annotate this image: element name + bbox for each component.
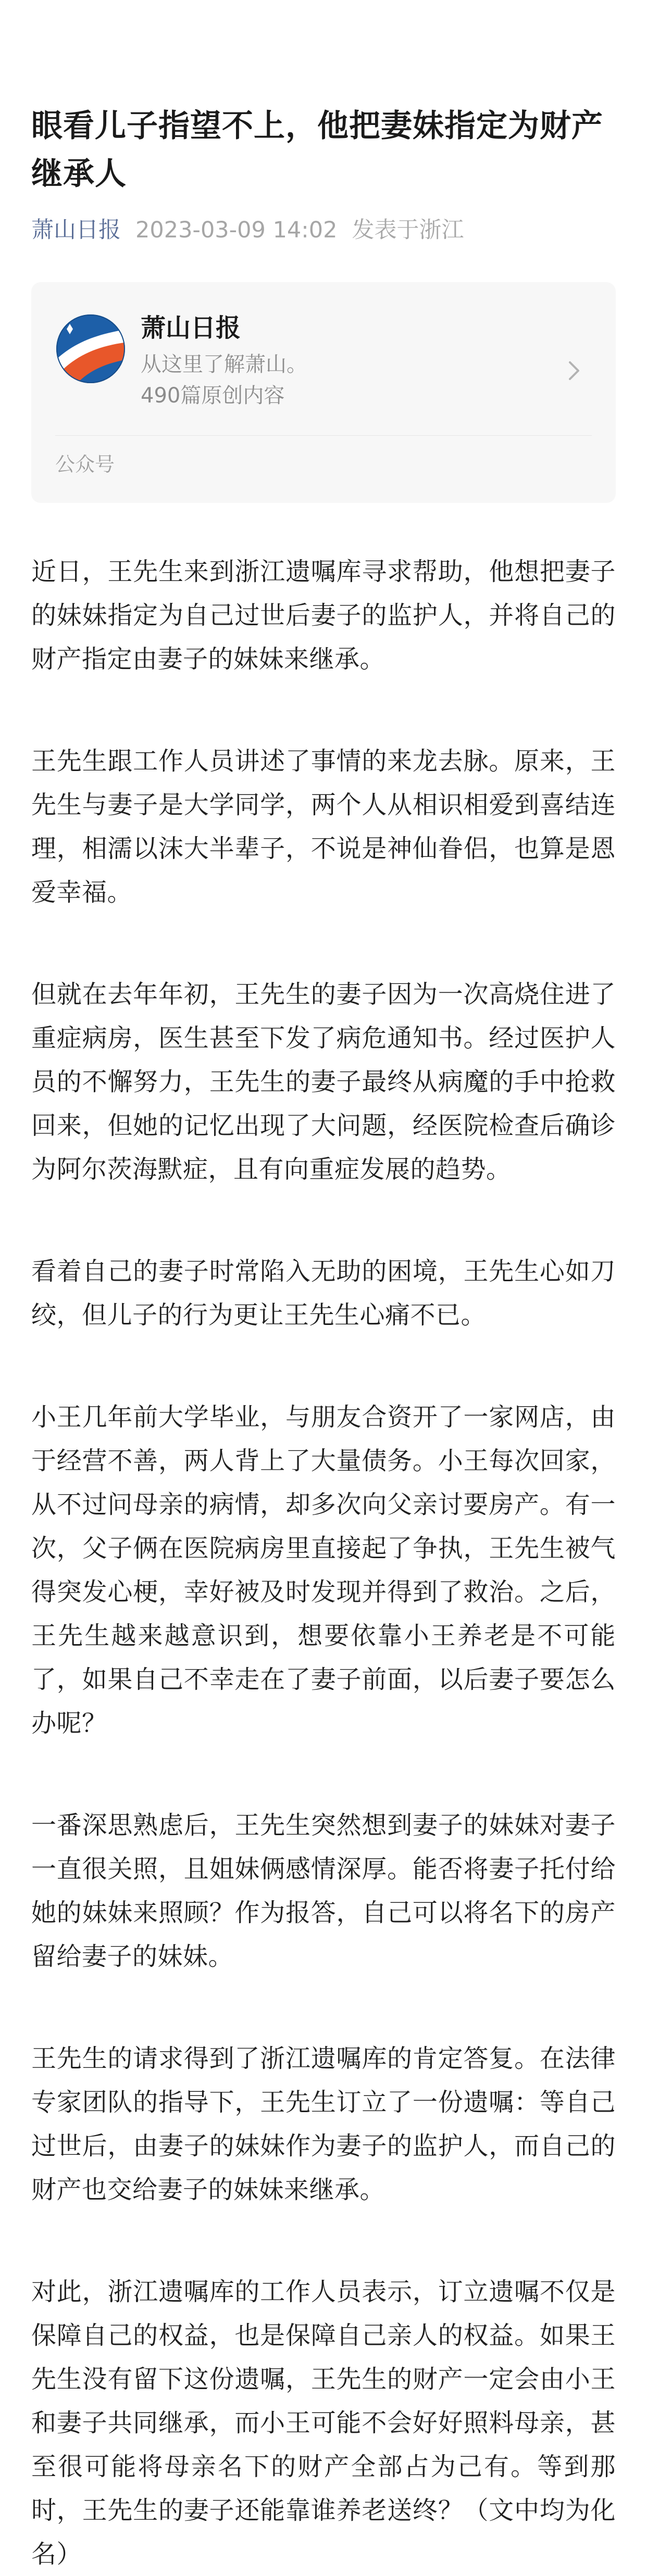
article-paragraph: 看着自己的妻子时常陷入无助的困境，王先生心如刀绞，但儿子的行为更让王先生心痛不已。 (31, 1257, 616, 1330)
xiaoshan-daily-logo-icon (55, 313, 126, 384)
article-paragraph: 但就在去年年初，王先生的妻子因为一次高烧住进了重症病房，医生甚至下发了病危通知书。经过医护人员的不懈努力，王先生的妻子最终从病魔的手中抢救回来，但她的记忆出现了大问题，经医院检查后确诊为阿尔茨海默症，且有向重症发展的趋势。 (31, 980, 616, 1184)
card-account-description: 从这里了解萧山。 (141, 352, 307, 376)
account-card[interactable] (31, 282, 616, 503)
article-paragraph: 小王几年前大学毕业，与朋友合资开了一家网店，由于经营不善，两人背上了大量债务。小王每次回家，从不过问母亲的病情，却多次向父亲讨要房产。有一次，父子俩在医院病房里直接起了争执，王先生被气得突发心梗，幸好被及时发现并得到了救治。之后，王先生越来越意识到，想要依靠小王养老是不可能了，如果自己不幸走在了妻子前面，以后妻子要怎么办呢？ (31, 1403, 616, 1738)
article-title: 眼看儿子指望不上，他把妻妹指定为财产继承人 (31, 108, 603, 192)
article-meta (31, 216, 616, 245)
chevron-right-icon[interactable] (564, 358, 584, 383)
article-paragraph: 一番深思熟虑后，王先生突然想到妻子的妹妹对妻子一直很关照，且姐妹俩感情深厚。能否将妻子托付给她的妹妹来照顾？作为报答，自己可以将名下的房产留给妻子的妹妹。 (31, 1811, 616, 1971)
account-name-link[interactable]: 萧山日报 (31, 217, 121, 243)
article-body (31, 550, 616, 2576)
publish-location: 发表于浙江 (352, 217, 464, 243)
card-original-count: 490篇原创内容 (141, 384, 285, 408)
article-paragraph: 近日，王先生来到浙江遗嘱库寻求帮助，他想把妻子的妹妹指定为自己过世后妻子的监护人，并将自己的财产指定由妻子的妹妹来继承。 (31, 557, 616, 674)
card-divider (55, 435, 592, 436)
article-paragraph: 对此，浙江遗嘱库的工作人员表示，订立遗嘱不仅是保障自己的权益，也是保障自己亲人的权益。如果王先生没有留下这份遗嘱，王先生的财产一定会由小王和妻子共同继承，而小王可能不会好好照料母亲，甚至很可能将母亲名下的财产全部占为己有。等到那时，王先生的妻子还能靠谁养老送终？（文中均为化名） (31, 2277, 616, 2569)
card-footer-label: 公众号 (55, 453, 115, 476)
article-paragraph: 王先生的请求得到了浙江遗嘱库的肯定答复。在法律专家团队的指导下，王先生订立了一份遗嘱：等自己过世后，由妻子的妹妹作为妻子的监护人，而自己的财产也交给妻子的妹妹来继承。 (31, 2044, 616, 2204)
card-account-name: 萧山日报 (141, 313, 241, 343)
article-paragraph: 王先生跟工作人员讲述了事情的来龙去脉。原来，王先生与妻子是大学同学，两个人从相识相爱到喜结连理，相濡以沫大半辈子，不说是神仙眷侣，也算是恩爱幸福。 (31, 747, 616, 907)
publish-datetime: 2023-03-09 14:02 (135, 217, 338, 243)
